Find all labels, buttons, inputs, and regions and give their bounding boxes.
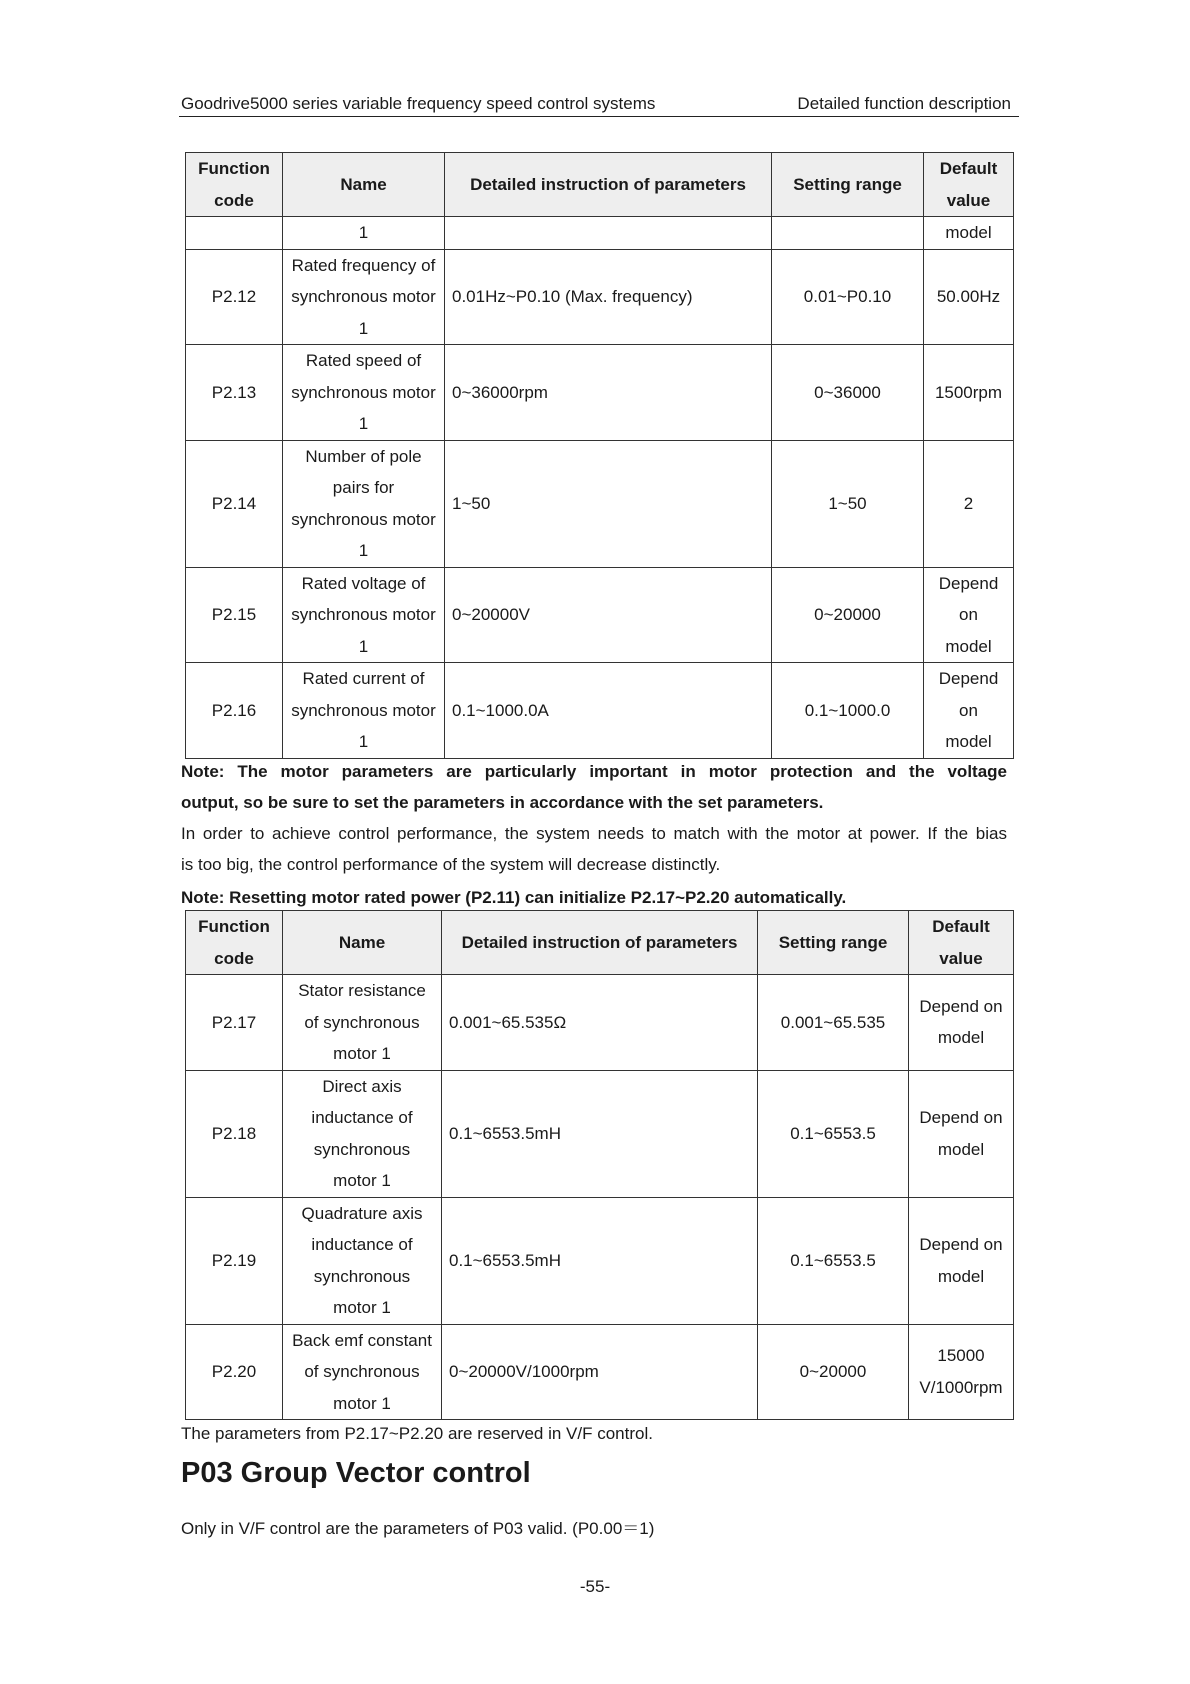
detailed-instruction-cell xyxy=(442,975,758,1071)
cell-line: P2.14 xyxy=(211,493,257,513)
cell-line: 0.1~1000.0 xyxy=(804,700,891,720)
cell-line: 1 xyxy=(358,636,369,656)
column-header-default-value xyxy=(924,153,1014,217)
cell-line: 0.1~1000.0A xyxy=(452,700,549,720)
parameter-name-cell xyxy=(283,345,445,441)
cell-line: 0.01~P0.10 xyxy=(803,287,892,306)
cell-line: synchronous motor xyxy=(291,509,436,529)
cell-line: 1 xyxy=(358,414,369,433)
cell-line: 0~36000rpm xyxy=(452,382,548,402)
table-row xyxy=(186,975,1014,1071)
column-header-setting-range: Setting range xyxy=(772,153,924,217)
function-code-cell xyxy=(186,1324,283,1420)
cell-line: P2.19 xyxy=(211,1250,257,1270)
cell-line: synchronous xyxy=(313,1139,411,1159)
header-line: code xyxy=(214,948,254,968)
control-performance-paragraph-line-2: is too big, the control performance of the system will decrease distinctly. xyxy=(181,855,721,874)
cell-line: Depend on xyxy=(919,996,1003,1016)
cell-line: model xyxy=(945,223,992,242)
setting-range-cell xyxy=(772,249,924,345)
cell-line: model xyxy=(945,636,992,656)
cell-line: synchronous motor xyxy=(291,287,436,306)
cell-line: Rated frequency of xyxy=(291,255,436,275)
function-code-cell xyxy=(186,567,283,663)
cell-line: Quadrature axis xyxy=(301,1203,423,1223)
cell-line: 0~36000 xyxy=(814,382,881,402)
detailed-instruction-cell xyxy=(442,1324,758,1420)
header-line: Default xyxy=(939,159,998,178)
cell-line: Rated current of xyxy=(302,669,425,688)
parameter-name-cell xyxy=(283,440,445,567)
table-row xyxy=(186,1197,1014,1324)
parameter-table-2 xyxy=(185,910,1014,1420)
function-code-cell xyxy=(186,975,283,1071)
cell-line: motor 1 xyxy=(333,1171,391,1190)
section-heading: P03 Group Vector control xyxy=(181,1457,531,1489)
cell-line: 0~20000V xyxy=(452,605,530,624)
cell-line: Number of pole xyxy=(305,446,422,466)
cell-line: Depend on xyxy=(919,1108,1003,1127)
header-line: Function xyxy=(198,159,270,178)
parameter-table-1 xyxy=(185,152,1014,759)
cell-line: Rated speed of xyxy=(305,351,422,370)
function-code-cell xyxy=(186,663,283,759)
p03-validity-paragraph: Only in V/F control are the parameters of P03 valid. (P0.00＝1) xyxy=(181,1519,655,1538)
cell-line: 0~20000 xyxy=(799,1362,867,1381)
header-title: Goodrive5000 series variable frequency speed control systems xyxy=(181,94,656,113)
setting-range-cell xyxy=(772,217,924,250)
cell-line: pairs for xyxy=(332,478,395,497)
cell-line: Stator resistance xyxy=(298,981,426,1000)
default-value-cell xyxy=(909,975,1014,1071)
page-header xyxy=(179,92,1019,117)
cell-line: motor 1 xyxy=(333,1298,391,1317)
column-header-name: Name xyxy=(283,911,442,975)
cell-line: 0.1~6553.5 xyxy=(790,1250,876,1270)
column-header-function-code xyxy=(186,911,283,975)
cell-line: 1~50 xyxy=(828,493,867,513)
column-header-name: Name xyxy=(283,153,445,217)
cell-line: synchronous motor xyxy=(291,382,436,402)
cell-line: motor 1 xyxy=(333,1393,391,1413)
cell-line: 1 xyxy=(358,732,369,751)
reserved-parameters-paragraph: The parameters from P2.17~P2.20 are reserved in V/F control. xyxy=(181,1424,653,1443)
header-line: code xyxy=(214,190,254,210)
setting-range-cell xyxy=(758,975,909,1071)
cell-line: synchronous motor xyxy=(291,605,436,624)
cell-line: on xyxy=(959,605,978,624)
cell-line: 0.001~65.535Ω xyxy=(449,1012,567,1032)
cell-line: 2 xyxy=(963,493,974,513)
cell-line: Depend xyxy=(938,573,999,593)
column-header-default-value xyxy=(909,911,1014,975)
cell-line: 0.1~6553.5mH xyxy=(449,1250,561,1270)
cell-line: model xyxy=(945,732,992,751)
header-line: Default xyxy=(932,917,990,936)
detailed-instruction-cell xyxy=(442,1197,758,1324)
function-code-cell xyxy=(186,217,283,250)
detailed-instruction-cell xyxy=(442,1070,758,1197)
default-value-cell xyxy=(924,217,1014,250)
setting-range-cell xyxy=(772,345,924,441)
default-value-cell xyxy=(924,663,1014,759)
column-header-function-code xyxy=(186,153,283,217)
motor-parameters-note-line-1: Note: The motor parameters are particularly important in motor protection and the voltage xyxy=(181,762,1007,781)
cell-line: of synchronous xyxy=(304,1012,420,1032)
cell-line: 15000 xyxy=(937,1346,985,1366)
default-value-cell xyxy=(909,1324,1014,1420)
parameter-name-cell xyxy=(283,975,442,1071)
detailed-instruction-cell xyxy=(445,440,772,567)
table-row xyxy=(186,663,1014,759)
detailed-instruction-cell xyxy=(445,345,772,441)
cell-line: model xyxy=(937,1266,985,1286)
cell-line: on xyxy=(959,700,978,720)
cell-line: Back emf constant xyxy=(292,1330,432,1350)
function-code-cell xyxy=(186,1070,283,1197)
cell-line: V/1000rpm xyxy=(919,1377,1003,1397)
table-header-row xyxy=(186,911,1014,975)
cell-line: Depend xyxy=(938,669,999,688)
setting-range-cell xyxy=(758,1070,909,1197)
column-header-setting-range: Setting range xyxy=(758,911,909,975)
default-value-cell xyxy=(924,249,1014,345)
table-row xyxy=(186,1070,1014,1197)
detailed-instruction-cell xyxy=(445,663,772,759)
cell-line: motor 1 xyxy=(333,1044,391,1063)
table-row xyxy=(186,249,1014,345)
control-performance-paragraph-line-1: In order to achieve control performance, the system needs to match with the motor at power. If the bias xyxy=(181,824,1007,843)
table-row xyxy=(186,1324,1014,1420)
setting-range-cell xyxy=(772,567,924,663)
cell-line: model xyxy=(937,1028,985,1048)
parameter-name-cell xyxy=(283,1197,442,1324)
cell-line: inductance of xyxy=(311,1235,413,1254)
table-body xyxy=(186,975,1014,1420)
cell-line: 0~20000 xyxy=(814,605,881,624)
cell-line: 0.1~6553.5mH xyxy=(449,1123,561,1143)
parameter-name-cell xyxy=(283,217,445,250)
table-row xyxy=(186,217,1014,250)
table-row xyxy=(186,345,1014,441)
cell-line: 1 xyxy=(358,541,369,560)
cell-line: P2.20 xyxy=(211,1362,257,1381)
default-value-cell xyxy=(924,440,1014,567)
table-row xyxy=(186,440,1014,567)
parameter-name-cell xyxy=(283,1070,442,1197)
cell-line: synchronous motor xyxy=(291,700,436,720)
cell-line: P2.13 xyxy=(211,382,257,402)
table-body xyxy=(186,217,1014,759)
cell-line: synchronous xyxy=(313,1266,411,1286)
header-line: value xyxy=(946,190,991,210)
parameter-name-cell xyxy=(283,567,445,663)
column-header-detail: Detailed instruction of parameters xyxy=(442,911,758,975)
default-value-cell xyxy=(924,567,1014,663)
detailed-instruction-cell xyxy=(445,249,772,345)
cell-line: P2.18 xyxy=(211,1123,257,1143)
cell-line: P2.15 xyxy=(211,605,257,624)
cell-line: 1 xyxy=(358,223,369,242)
detailed-instruction-cell xyxy=(445,567,772,663)
page-number: -55- xyxy=(579,1577,611,1596)
cell-line: 50.00Hz xyxy=(936,287,1001,306)
cell-line: P2.17 xyxy=(211,1012,257,1032)
function-code-cell xyxy=(186,440,283,567)
parameter-name-cell xyxy=(283,1324,442,1420)
cell-line: P2.12 xyxy=(211,287,257,306)
default-value-cell xyxy=(909,1197,1014,1324)
header-line: Function xyxy=(198,917,270,936)
cell-line: 1~50 xyxy=(452,493,491,513)
setting-range-cell xyxy=(758,1324,909,1420)
motor-parameters-note-line-2: output, so be sure to set the parameters in accordance with the set parameters. xyxy=(181,793,824,812)
cell-line: inductance of xyxy=(311,1108,413,1127)
default-value-cell xyxy=(909,1070,1014,1197)
detailed-instruction-cell xyxy=(445,217,772,250)
function-code-cell xyxy=(186,1197,283,1324)
parameter-name-cell xyxy=(283,663,445,759)
setting-range-cell xyxy=(758,1197,909,1324)
function-code-cell xyxy=(186,249,283,345)
cell-line: P2.16 xyxy=(211,700,257,720)
function-code-cell xyxy=(186,345,283,441)
cell-line: Direct axis xyxy=(322,1076,402,1096)
table-row xyxy=(186,567,1014,663)
table-header-row xyxy=(186,153,1014,217)
parameter-name-cell xyxy=(283,249,445,345)
header-section: Detailed function description xyxy=(797,94,1011,113)
cell-line: 0.1~6553.5 xyxy=(790,1123,876,1143)
cell-line: Depend on xyxy=(919,1235,1003,1254)
cell-line: model xyxy=(937,1139,985,1159)
column-header-detail: Detailed instruction of parameters xyxy=(445,153,772,217)
reset-rated-power-note: Note: Resetting motor rated power (P2.11) can initialize P2.17~P2.20 automatically. xyxy=(181,888,847,907)
cell-line: Rated voltage of xyxy=(301,573,426,593)
setting-range-cell xyxy=(772,663,924,759)
cell-line: 0.001~65.535 xyxy=(780,1012,886,1032)
cell-line: 1500rpm xyxy=(934,382,1003,402)
cell-line: 0~20000V/1000rpm xyxy=(449,1362,599,1381)
header-line: value xyxy=(939,948,983,968)
setting-range-cell xyxy=(772,440,924,567)
cell-line: of synchronous xyxy=(304,1362,420,1381)
cell-line: 0.01Hz~P0.10 (Max. frequency) xyxy=(452,287,693,306)
cell-line: 1 xyxy=(358,318,369,338)
default-value-cell xyxy=(924,345,1014,441)
